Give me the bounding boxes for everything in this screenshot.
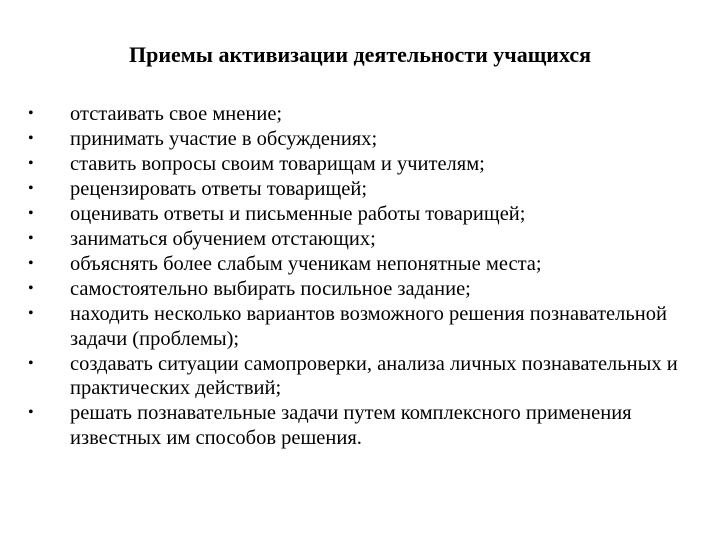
list-item (28, 202, 698, 227)
bullet-icon: • (28, 280, 34, 297)
list-item (28, 177, 698, 202)
bullet-icon: • (28, 230, 34, 247)
list-item (28, 152, 698, 177)
bullet-icon: • (28, 354, 34, 372)
list-item-text: самостоятельно выбирать посильное задание; (70, 278, 471, 300)
list-item (28, 277, 698, 302)
list-item-text: оценивать ответы и письменные работы товарищей; (70, 203, 526, 225)
list-item-text: объяснять более слабым ученикам непонятные места; (70, 253, 542, 275)
bullet-list (28, 102, 698, 451)
bullet-icon: • (28, 404, 34, 421)
list-item-text: ставить вопросы своим товарищам и учителям; (70, 153, 485, 175)
list-item (28, 127, 698, 152)
list-item (28, 252, 698, 277)
list-item (28, 302, 698, 351)
bullet-icon: • (28, 180, 34, 197)
bullet-icon: • (28, 155, 34, 172)
bullet-icon: • (28, 255, 34, 272)
list-item (28, 227, 698, 252)
bullet-icon: • (28, 105, 34, 122)
list-item (28, 102, 698, 127)
slide-title: Приемы активизации деятельности учащихся (129, 42, 591, 67)
list-item (28, 401, 698, 450)
list-item-text: заниматься обучением отстающих; (70, 228, 376, 250)
list-item-text: отстаивать свое мнение; (70, 103, 283, 125)
list-item-text: рецензировать ответы товарищей; (70, 178, 368, 200)
list-item-text: решать познавательные задачи путем комплексного применения известных им способов решения. (70, 402, 632, 449)
list-item (28, 352, 698, 401)
list-item-text: находить несколько вариантов возможного решения познавательной задачи (проблемы); (70, 303, 667, 350)
bullet-icon: • (28, 130, 34, 147)
list-item-text: принимать участие в обсуждениях; (70, 128, 378, 150)
list-item-text: создавать ситуации самопроверки, анализа личных познавательных и практических действий; (70, 352, 678, 399)
bullet-icon: • (28, 205, 34, 222)
bullet-icon: • (28, 305, 34, 322)
